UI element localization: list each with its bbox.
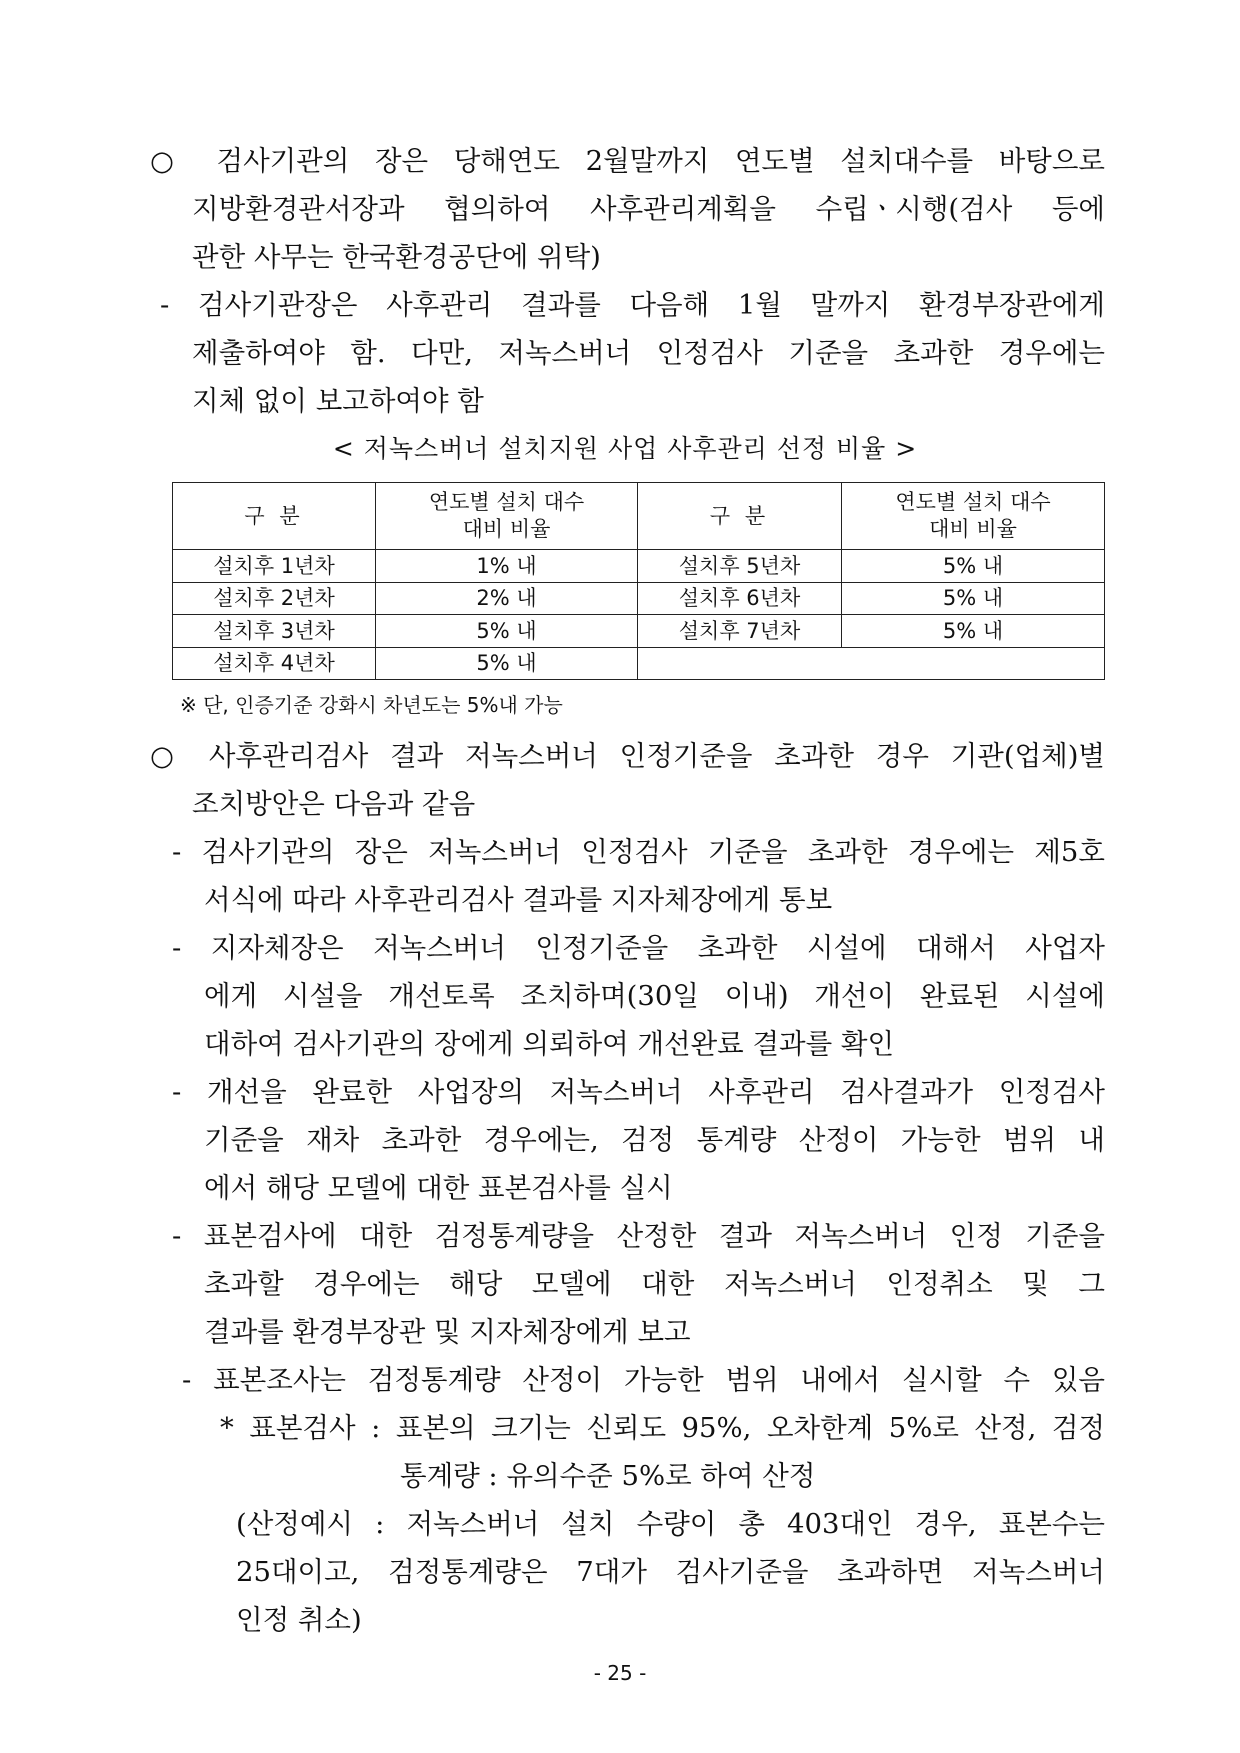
period-cell: 설치후 1년차 <box>173 550 376 583</box>
table-row <box>173 647 1105 680</box>
ratio-cell: 5% 내 <box>842 582 1105 615</box>
period-cell: 설치후 6년차 <box>638 582 842 615</box>
header-ratio-line2: 대비 비율 <box>462 517 551 541</box>
paragraph-line: 제출하여야 함. 다만, 저녹스버너 인정검사 기준을 초과한 경우에는 <box>192 337 1105 369</box>
ratio-cell: 2% 내 <box>376 582 638 615</box>
paragraph-line: 조치방안은 다음과 같음 <box>192 788 476 820</box>
empty-cell <box>638 647 1105 680</box>
ratio-cell: 1% 내 <box>376 550 638 583</box>
paragraph-line: - 검사기관장은 사후관리 결과를 다음해 1월 말까지 환경부장관에게 <box>160 289 1105 321</box>
page-number: - 25 - <box>593 1661 647 1685</box>
paragraph-line: - 표본검사에 대한 검정통계량을 산정한 결과 저녹스버너 인정 기준을 <box>172 1220 1105 1252</box>
header-ratio-line1: 연도별 설치 대수 <box>428 490 585 514</box>
paragraph-line: * 표본검사 : 표본의 크기는 신뢰도 95%, 오차한계 5%로 산정, 검정 <box>220 1412 1105 1444</box>
paragraph-line: - 검사기관의 장은 저녹스버너 인정검사 기준을 초과한 경우에는 제5호 <box>172 836 1105 868</box>
table-row <box>173 582 1105 615</box>
paragraph-line: 지방환경관서장과 협의하여 사후관리계획을 수립ㆍ시행(검사 등에 <box>192 193 1105 225</box>
table-row <box>173 615 1105 648</box>
table-caption: < 저녹스버너 설치지원 사업 사후관리 선정 비율 > <box>332 434 918 463</box>
table-row <box>173 550 1105 583</box>
paragraph-line: (산정예시 : 저녹스버너 설치 수량이 총 403대인 경우, 표본수는 <box>236 1508 1105 1540</box>
paragraph-line: ○ 검사기관의 장은 당해연도 2월말까지 연도별 설치대수를 바탕으로 <box>150 145 1105 177</box>
table-header-row <box>173 483 1105 550</box>
paragraph-line: 통계량 : 유의수준 5%로 하여 산정 <box>400 1460 816 1492</box>
table-note: ※ 단, 인증기준 강화시 차년도는 5%내 가능 <box>180 693 563 717</box>
paragraph-line: 지체 없이 보고하여야 함 <box>192 385 484 417</box>
header-ratio <box>376 483 638 550</box>
ratio-cell: 5% 내 <box>376 615 638 648</box>
period-cell: 설치후 5년차 <box>638 550 842 583</box>
header-period: 구 분 <box>173 483 376 550</box>
header-ratio-2 <box>842 483 1105 550</box>
paragraph-line: 25대이고, 검정통계량은 7대가 검사기준을 초과하면 저녹스버너 <box>236 1556 1105 1588</box>
paragraph-line: 에서 해당 모델에 대한 표본검사를 실시 <box>204 1172 673 1204</box>
paragraph-line: 기준을 재차 초과한 경우에는, 검정 통계량 산정이 가능한 범위 내 <box>204 1124 1105 1156</box>
paragraph-line: - 표본조사는 검정통계량 산정이 가능한 범위 내에서 실시할 수 있음 <box>182 1364 1105 1396</box>
paragraph-line: 대하여 검사기관의 장에게 의뢰하여 개선완료 결과를 확인 <box>204 1028 895 1060</box>
period-cell: 설치후 4년차 <box>173 647 376 680</box>
paragraph-line: ○ 사후관리검사 결과 저녹스버너 인정기준을 초과한 경우 기관(업체)별 <box>150 740 1105 772</box>
paragraph-line: - 개선을 완료한 사업장의 저녹스버너 사후관리 검사결과가 인정검사 <box>172 1076 1105 1108</box>
period-cell: 설치후 3년차 <box>173 615 376 648</box>
ratio-cell: 5% 내 <box>842 615 1105 648</box>
header-period-2: 구 분 <box>638 483 842 550</box>
paragraph-line: 결과를 환경부장관 및 지자체장에게 보고 <box>204 1316 691 1348</box>
paragraph-line: 인정 취소) <box>236 1604 362 1636</box>
header-ratio-2-line2: 대비 비율 <box>929 517 1017 541</box>
selection-ratio-table <box>172 482 1105 680</box>
ratio-cell: 5% 내 <box>376 647 638 680</box>
paragraph-line: 초과할 경우에는 해당 모델에 대한 저녹스버너 인정취소 및 그 <box>204 1268 1105 1300</box>
ratio-cell: 5% 내 <box>842 550 1105 583</box>
paragraph-line: - 지자체장은 저녹스버너 인정기준을 초과한 시설에 대해서 사업자 <box>172 932 1105 964</box>
paragraph-line: 에게 시설을 개선토록 조치하며(30일 이내) 개선이 완료된 시설에 <box>204 980 1105 1012</box>
period-cell: 설치후 2년차 <box>173 582 376 615</box>
paragraph-line: 서식에 따라 사후관리검사 결과를 지자체장에게 통보 <box>204 884 833 916</box>
period-cell: 설치후 7년차 <box>638 615 842 648</box>
header-ratio-2-line1: 연도별 설치 대수 <box>895 490 1051 514</box>
paragraph-line: 관한 사무는 한국환경공단에 위탁) <box>192 241 601 273</box>
